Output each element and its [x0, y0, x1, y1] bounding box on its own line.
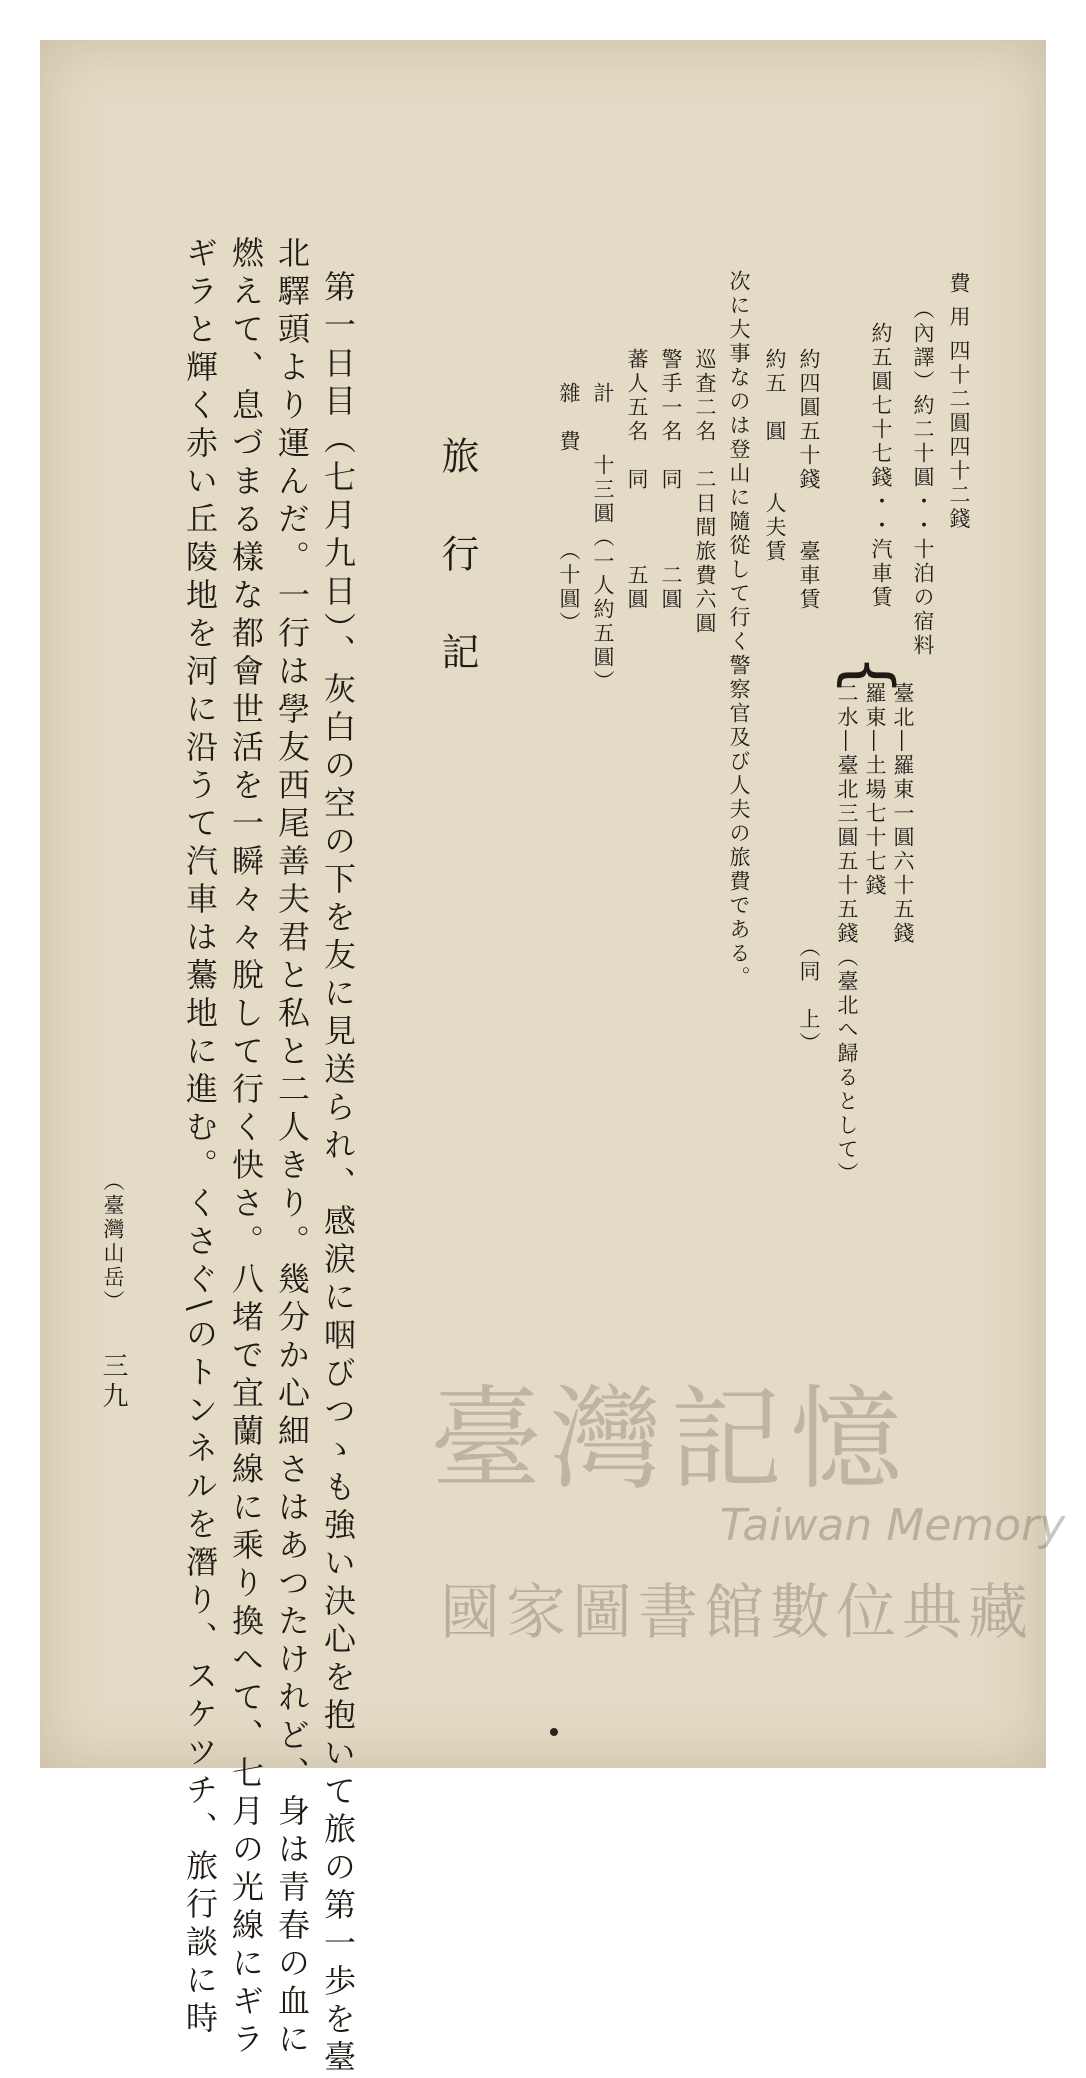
watermark-english: Taiwan Memory	[720, 1500, 1066, 1551]
page-title: 旅行記	[435, 436, 479, 730]
car-fare: 約五圓七十七錢・・汽車賃	[869, 322, 893, 610]
porter-fare: 約五 圓 人夫賃	[763, 348, 787, 564]
ink-dot	[550, 1728, 558, 1736]
car-item-2: 羅東―土場七十七錢	[863, 682, 887, 898]
police-row-1: 巡査二名 二日間旅費六圓	[693, 348, 717, 636]
misc-expense: 雜 費 （十圓）	[557, 382, 581, 636]
body-line-1: 第一日目（七月九日）、灰白の空の下を友に見送られ、感涙に咽びつゝも強い決心を抱いて旅の第一歩を臺	[319, 270, 357, 2078]
cart-note: （同 上）	[797, 936, 821, 1056]
cart-fare: 約四圓五十錢 臺車賃	[797, 348, 821, 612]
police-row-3: 蕃人五名 同 五圓	[625, 348, 649, 612]
expense-total: 費 用 四十二圓四十二錢	[947, 272, 971, 532]
body-line-3: 燃えて、息づまる樣な都會世活を一瞬々々脫して行く快さ。八堵で宜蘭線に乘り換へて、七月の光線にギラ	[227, 236, 265, 2060]
body-line-2: 北驛頭より運んだ。一行は學友西尾善夫君と私と二人きり。幾分か心細さはあつたけれど、身は青春の血に	[273, 236, 311, 2060]
watermark-subtitle: 國家圖書館數位典藏	[440, 1578, 1034, 1648]
police-intro: 次に大事なのは登山に隨從して行く警察官及び人夫の旅費である。	[727, 270, 751, 990]
car-item-3: 二水―臺北三圓五十五錢（臺北へ歸るとして）	[835, 682, 859, 1186]
source-label: （臺灣山岳）	[101, 1170, 125, 1314]
page-number: 三九	[98, 1352, 128, 1412]
subtotal: 計 十三圓（一人約五圓）	[591, 382, 615, 694]
watermark-chinese: 臺灣記憶	[430, 1375, 910, 1505]
expense-breakdown: （內譯）約二十圓・・十泊の宿料	[911, 298, 935, 658]
body-line-4: ギラと輝く赤い丘陵地を河に沿うて汽車は驀地に進む。くさぐ\のトンネルを潛り、スケツチ、旅行談に時	[181, 236, 219, 2039]
police-row-2: 警手一名 同 二圓	[659, 348, 683, 612]
car-item-1: 臺北―羅東一圓六十五錢	[891, 682, 915, 946]
brace-symbol: {	[831, 654, 906, 696]
